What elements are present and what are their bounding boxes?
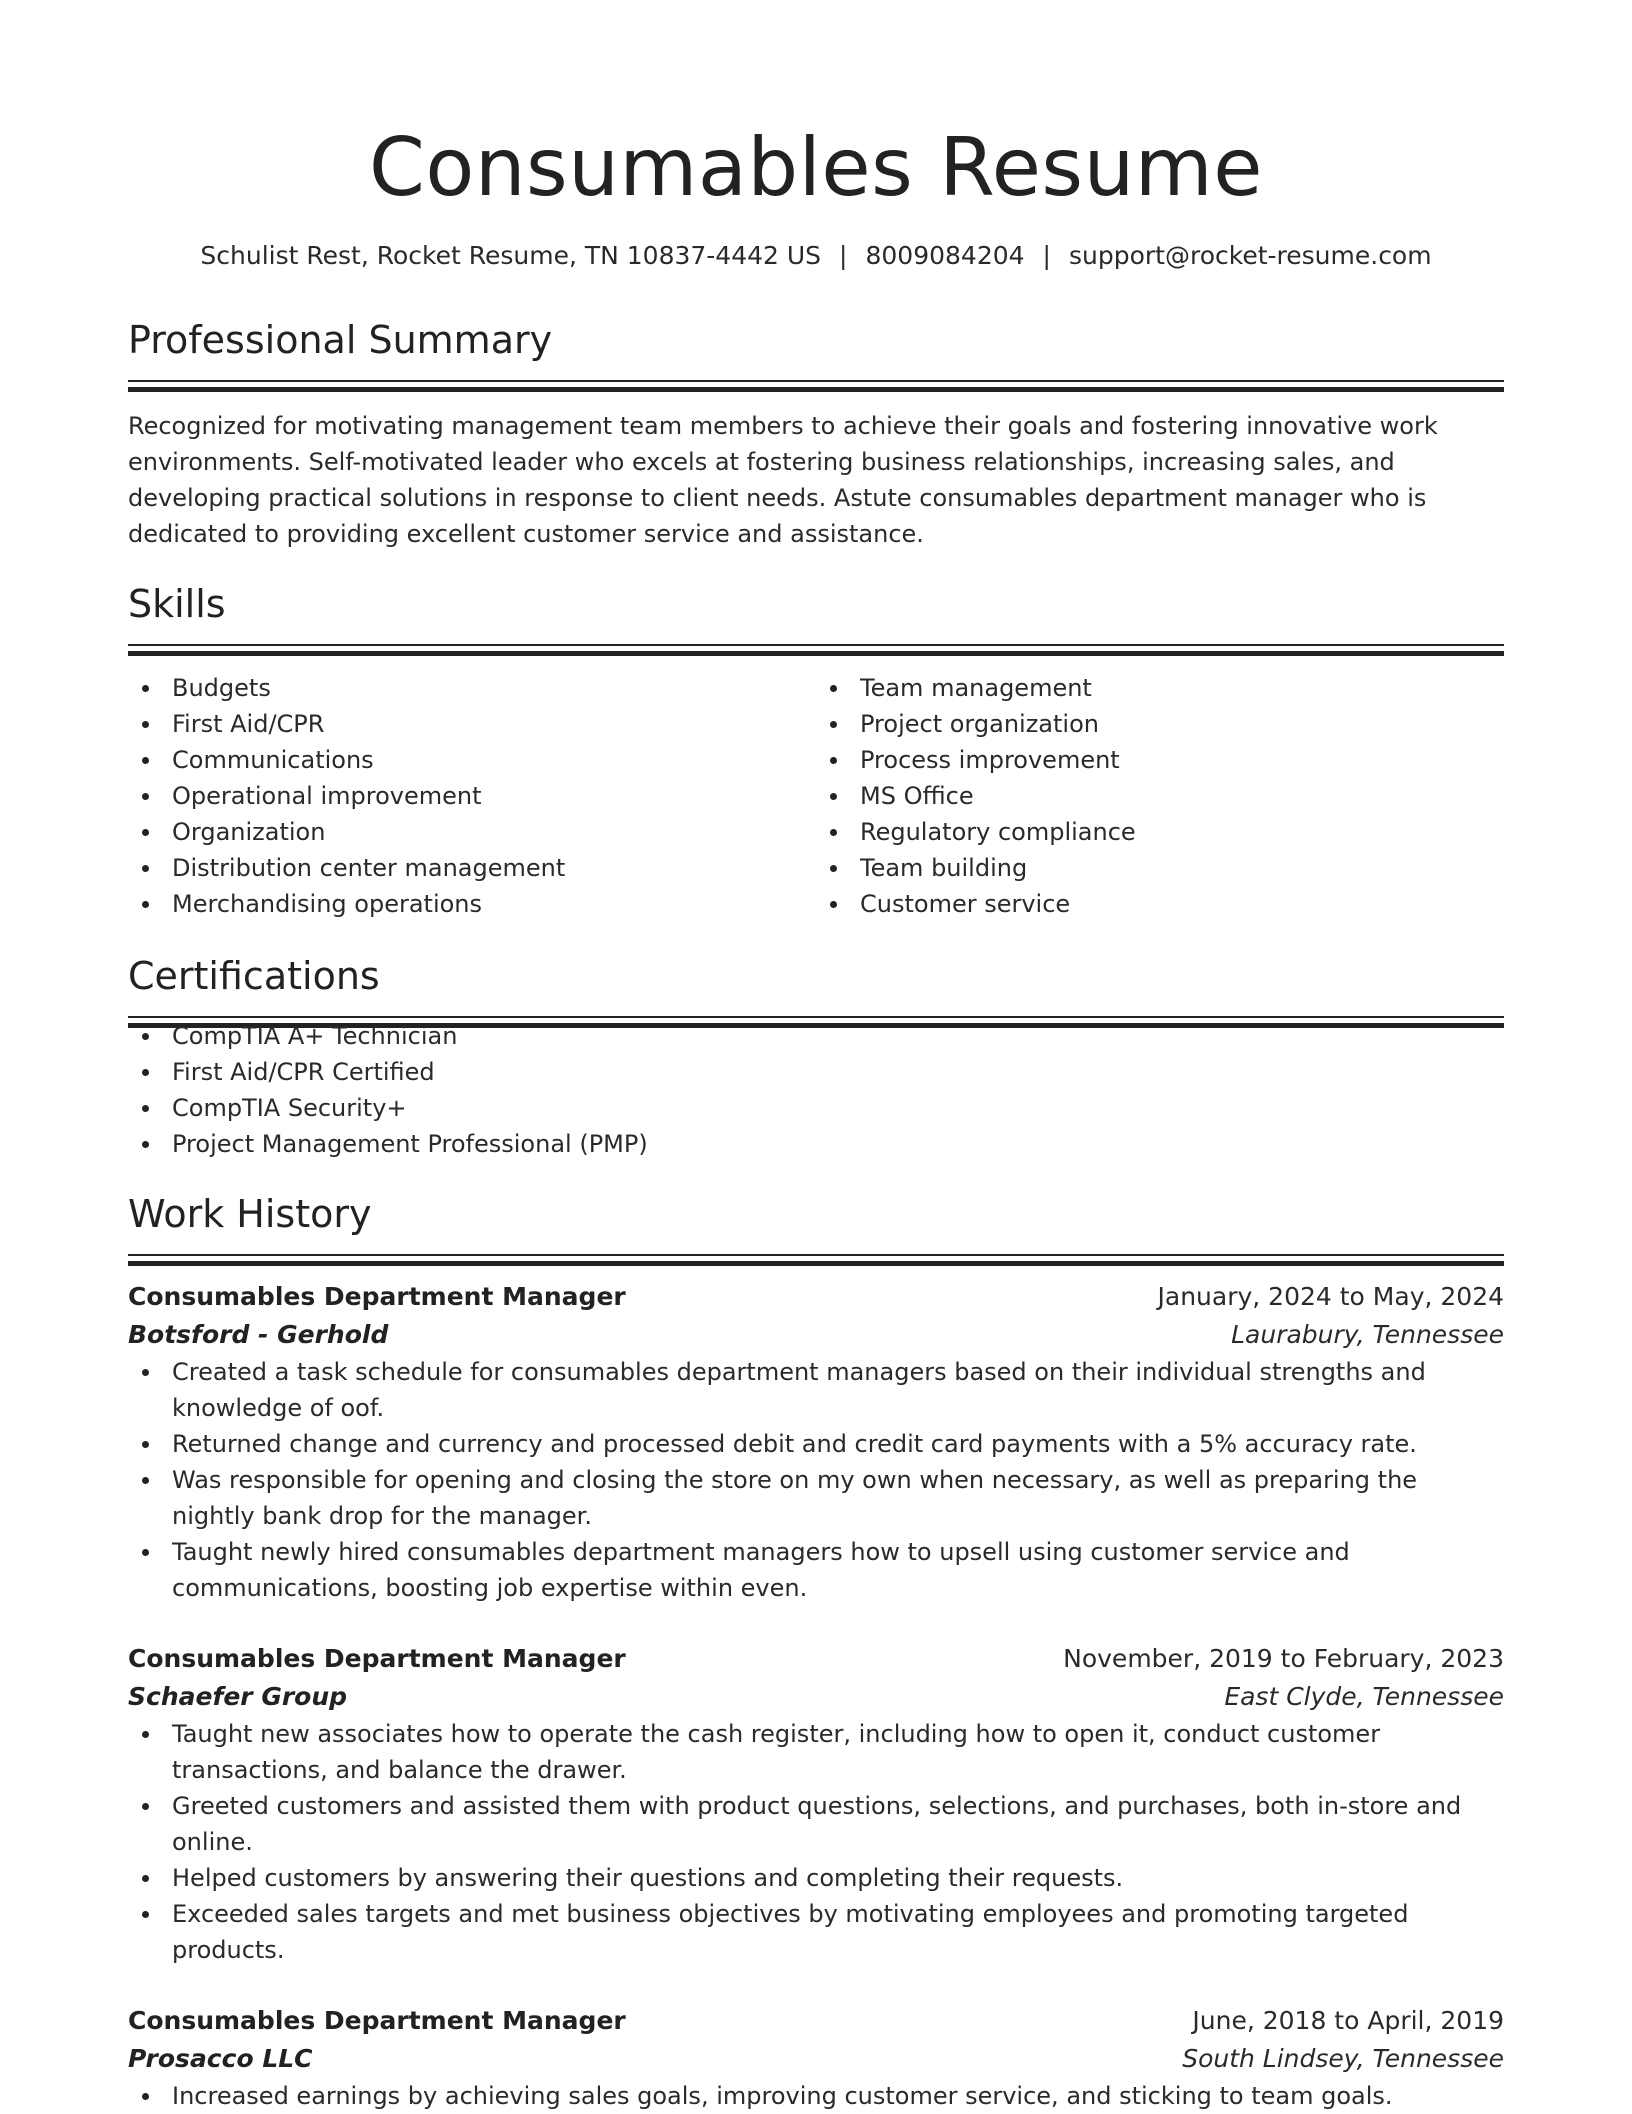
job-dates: June, 2018 to April, 2019 bbox=[1192, 2006, 1504, 2035]
job-company-row bbox=[128, 2040, 1504, 2078]
list-item bbox=[128, 1860, 1504, 1896]
section-divider bbox=[128, 380, 1504, 382]
bullet-dot-icon bbox=[830, 685, 837, 692]
work-history-section bbox=[128, 1190, 1504, 2114]
list-item-text: Customer service bbox=[860, 890, 1071, 918]
list-item-text: Project organization bbox=[860, 710, 1099, 738]
job-location: East Clyde, Tennessee bbox=[1224, 1682, 1504, 1711]
list-item-text: CompTIA A+ Technician bbox=[172, 1022, 458, 1050]
contact-email: support@rocket-resume.com bbox=[1068, 241, 1432, 270]
contact-line bbox=[128, 240, 1504, 272]
list-item bbox=[128, 706, 816, 742]
bullet-dot-icon bbox=[142, 1441, 149, 1448]
list-item bbox=[816, 850, 1504, 886]
list-item-text: Taught new associates how to operate the cash register, including how to open it, conduct customer transactions, and balance the drawer. bbox=[172, 1720, 1381, 1784]
section-heading: Skills bbox=[128, 582, 226, 626]
list-item bbox=[816, 814, 1504, 850]
skills-list-right bbox=[816, 670, 1504, 922]
jobs-list bbox=[128, 1278, 1504, 2114]
job-company-row bbox=[128, 1316, 1504, 1354]
job-title-row bbox=[128, 2002, 1504, 2040]
bullet-dot-icon bbox=[142, 829, 149, 836]
bullet-dot-icon bbox=[142, 1803, 149, 1810]
list-item bbox=[128, 742, 816, 778]
list-item-text: Process improvement bbox=[860, 746, 1120, 774]
bullet-dot-icon bbox=[142, 1033, 149, 1040]
list-item-text: Merchandising operations bbox=[172, 890, 483, 918]
list-item bbox=[128, 1054, 1504, 1090]
list-item bbox=[128, 850, 816, 886]
list-item bbox=[128, 1788, 1504, 1860]
bullet-dot-icon bbox=[142, 721, 149, 728]
list-item bbox=[816, 706, 1504, 742]
job-title: Consumables Department Manager bbox=[128, 1644, 626, 1673]
bullet-dot-icon bbox=[142, 1875, 149, 1882]
list-item-text: Was responsible for opening and closing the store on my own when necessary, as well as preparing the nightly bank drop for the manager. bbox=[172, 1466, 1418, 1530]
job-title: Consumables Department Manager bbox=[128, 1282, 626, 1311]
section-divider bbox=[128, 1254, 1504, 1256]
list-item-text: Team management bbox=[860, 674, 1092, 702]
contact-phone: 8009084204 bbox=[865, 241, 1025, 270]
bullet-dot-icon bbox=[830, 721, 837, 728]
skills-column-left bbox=[128, 670, 816, 922]
list-item bbox=[128, 1354, 1504, 1426]
job-title-row bbox=[128, 1640, 1504, 1678]
bullet-dot-icon bbox=[142, 1141, 149, 1148]
certifications-list bbox=[128, 1018, 1504, 1162]
job-company: Schaefer Group bbox=[128, 1682, 348, 1711]
list-item bbox=[128, 1534, 1504, 1606]
section-heading: Work History bbox=[128, 1192, 372, 1236]
skills-list-left bbox=[128, 670, 816, 922]
bullet-dot-icon bbox=[830, 829, 837, 836]
skills-section bbox=[128, 580, 1504, 922]
list-item-text: Exceeded sales targets and met business objectives by motivating employees and promoting targeted products. bbox=[172, 1900, 1409, 1964]
resume-title: Consumables Resume bbox=[369, 121, 1263, 214]
list-item bbox=[128, 1126, 1504, 1162]
job-title: Consumables Department Manager bbox=[128, 2006, 626, 2035]
job-bullet-list bbox=[128, 1354, 1504, 1606]
job-bullet-list bbox=[128, 2078, 1504, 2114]
list-item bbox=[816, 886, 1504, 922]
section-heading: Certifications bbox=[128, 954, 380, 998]
list-item bbox=[816, 670, 1504, 706]
list-item bbox=[816, 742, 1504, 778]
contact-separator: | bbox=[839, 241, 848, 270]
list-item-text: Greeted customers and assisted them with product questions, selections, and purchases, both in-store and online. bbox=[172, 1792, 1462, 1856]
list-item-text: Helped customers by answering their questions and completing their requests. bbox=[172, 1864, 1124, 1892]
list-item-text: Created a task schedule for consumables department managers based on their individual strengths and knowledge of oof. bbox=[172, 1358, 1426, 1422]
bullet-dot-icon bbox=[142, 1731, 149, 1738]
list-item-text: Operational improvement bbox=[172, 782, 482, 810]
job-title-row bbox=[128, 1278, 1504, 1316]
job-entry bbox=[128, 1278, 1504, 1606]
job-bullet-list bbox=[128, 1716, 1504, 1968]
summary-text: Recognized for motivating management team members to achieve their goals and fostering innovative work environments. Self-motivated leader who excels at fostering business relationships, increasing sales, and developing practical solutions in response to client needs. Astute consumables department manager who is dedicated to providing excellent customer service and assistance. bbox=[128, 412, 1438, 548]
skills-columns bbox=[128, 670, 1504, 922]
list-item-text: Project Management Professional (PMP) bbox=[172, 1130, 648, 1158]
bullet-dot-icon bbox=[142, 2093, 149, 2100]
list-item bbox=[128, 778, 816, 814]
list-item-text: Distribution center management bbox=[172, 854, 566, 882]
list-item bbox=[128, 886, 816, 922]
section-divider bbox=[128, 644, 1504, 646]
list-item bbox=[128, 670, 816, 706]
job-company: Prosacco LLC bbox=[128, 2044, 313, 2073]
skills-column-right bbox=[816, 670, 1504, 922]
list-item-text: CompTIA Security+ bbox=[172, 1094, 407, 1122]
list-item bbox=[128, 814, 816, 850]
contact-separator: | bbox=[1042, 241, 1051, 270]
contact-address: Schulist Rest, Rocket Resume, TN 10837-4442 US bbox=[200, 241, 822, 270]
bullet-dot-icon bbox=[830, 757, 837, 764]
list-item bbox=[128, 1090, 1504, 1126]
bullet-dot-icon bbox=[142, 865, 149, 872]
list-item-text: Regulatory compliance bbox=[860, 818, 1136, 846]
list-item bbox=[816, 778, 1504, 814]
bullet-dot-icon bbox=[142, 1911, 149, 1918]
bullet-dot-icon bbox=[142, 1105, 149, 1112]
list-item bbox=[128, 1896, 1504, 1968]
list-item bbox=[128, 1018, 1504, 1054]
list-item-text: First Aid/CPR bbox=[172, 710, 325, 738]
list-item-text: Team building bbox=[860, 854, 1028, 882]
bullet-dot-icon bbox=[142, 1549, 149, 1556]
certifications-section bbox=[128, 952, 1504, 1162]
list-item-text: Taught newly hired consumables department managers how to upsell using customer service and communications, boosting job expertise within even. bbox=[172, 1538, 1350, 1602]
job-entry bbox=[128, 1640, 1504, 1968]
professional-summary-section bbox=[128, 316, 1504, 552]
list-item-text: Organization bbox=[172, 818, 326, 846]
list-item-text: MS Office bbox=[860, 782, 974, 810]
list-item bbox=[128, 1462, 1504, 1534]
list-item-text: Communications bbox=[172, 746, 374, 774]
list-item-text: First Aid/CPR Certified bbox=[172, 1058, 435, 1086]
bullet-dot-icon bbox=[142, 793, 149, 800]
bullet-dot-icon bbox=[142, 685, 149, 692]
bullet-dot-icon bbox=[830, 865, 837, 872]
bullet-dot-icon bbox=[142, 1369, 149, 1376]
job-dates: January, 2024 to May, 2024 bbox=[1157, 1282, 1504, 1311]
bullet-dot-icon bbox=[142, 1069, 149, 1076]
job-entry bbox=[128, 2002, 1504, 2114]
list-item-text: Budgets bbox=[172, 674, 271, 702]
list-item-text: Increased earnings by achieving sales goals, improving customer service, and sticking to team goals. bbox=[172, 2082, 1393, 2110]
job-dates: November, 2019 to February, 2023 bbox=[1063, 1644, 1504, 1673]
section-heading: Professional Summary bbox=[128, 318, 553, 362]
bullet-dot-icon bbox=[142, 1477, 149, 1484]
list-item-text: Returned change and currency and processed debit and credit card payments with a 5% accuracy rate. bbox=[172, 1430, 1417, 1458]
job-location: South Lindsey, Tennessee bbox=[1182, 2044, 1504, 2073]
list-item bbox=[128, 2078, 1504, 2114]
list-item bbox=[128, 1426, 1504, 1462]
bullet-dot-icon bbox=[142, 901, 149, 908]
job-company-row bbox=[128, 1678, 1504, 1716]
bullet-dot-icon bbox=[830, 793, 837, 800]
bullet-dot-icon bbox=[830, 901, 837, 908]
job-company: Botsford - Gerhold bbox=[128, 1320, 389, 1349]
list-item bbox=[128, 1716, 1504, 1788]
job-location: Laurabury, Tennessee bbox=[1231, 1320, 1504, 1349]
bullet-dot-icon bbox=[142, 757, 149, 764]
